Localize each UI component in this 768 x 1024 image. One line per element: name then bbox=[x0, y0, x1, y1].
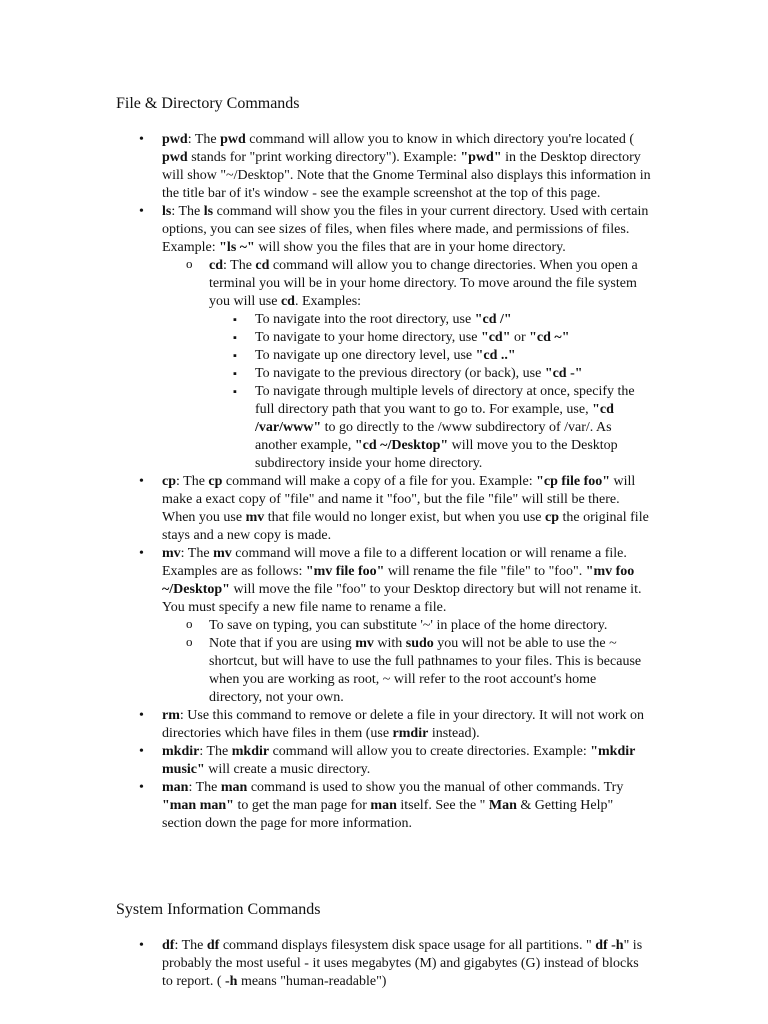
command-item bbox=[162, 937, 652, 991]
bold-text: df bbox=[162, 938, 175, 953]
text: : The bbox=[187, 132, 221, 147]
command-item bbox=[162, 203, 652, 473]
text: To navigate to the previous directory (or back), use bbox=[255, 366, 545, 381]
text: in the Desktop directory will show "~/Desktop". Note that the Gnome Terminal also displays this information in the title bar of it's window - see the example screenshot at the top of this page. bbox=[162, 150, 651, 201]
bold-text: Man bbox=[488, 798, 517, 813]
bold-text: mv bbox=[162, 546, 181, 561]
text: : The bbox=[223, 258, 256, 273]
text: : The bbox=[188, 780, 221, 795]
bold-text: mkdir bbox=[162, 744, 200, 759]
text: : The bbox=[171, 204, 204, 219]
text: : The bbox=[176, 474, 209, 489]
bold-text: df bbox=[206, 938, 220, 953]
nested-list bbox=[255, 311, 652, 473]
bold-text: cp bbox=[208, 474, 223, 489]
text: will make a exact copy of "file" and name it "foo", but the file "file" will still be there. When you use bbox=[162, 474, 636, 525]
bold-text: "mv foo ~/Desktop" bbox=[162, 564, 635, 597]
text: : The bbox=[199, 744, 232, 759]
text: command displays filesystem disk space usage for all partitions. " bbox=[219, 938, 596, 953]
bold-text: "pwd" bbox=[460, 150, 502, 165]
sub-item bbox=[209, 257, 652, 473]
sub-sub-item bbox=[255, 329, 652, 347]
bold-text: "cd" bbox=[480, 330, 511, 345]
bold-text: "cd /var/www" bbox=[255, 402, 614, 435]
text: To save on typing, you can substitute '~' in place of the home directory. bbox=[209, 618, 608, 633]
text: will move you to the Desktop subdirectory inside your home directory. bbox=[255, 438, 618, 471]
text: To navigate to your home directory, use bbox=[255, 330, 481, 345]
text: the original file stays and a new copy is made. bbox=[162, 510, 649, 543]
text: command is used to show you the manual of other commands. Try bbox=[247, 780, 624, 795]
text: : The bbox=[180, 546, 214, 561]
command-item bbox=[162, 707, 652, 743]
bold-text: mkdir bbox=[231, 744, 270, 759]
text: To navigate into the root directory, use bbox=[255, 312, 475, 327]
text: itself. See the " bbox=[396, 798, 489, 813]
bold-text: "cd ~" bbox=[529, 330, 570, 345]
sub-item bbox=[209, 617, 652, 635]
text: . Examples: bbox=[294, 294, 362, 309]
bold-text: -h bbox=[224, 974, 238, 989]
text: command will move a file to a different location or will rename a file. Examples are as follows: bbox=[162, 546, 627, 579]
text: To navigate through multiple levels of directory at once, specify the full directory path that you want to go to. For example, use, bbox=[255, 384, 635, 417]
bold-text: man bbox=[370, 798, 397, 813]
sub-sub-item bbox=[255, 347, 652, 365]
bold-text: "mv file foo" bbox=[305, 564, 385, 579]
text: means "human-readable") bbox=[237, 974, 387, 989]
command-item bbox=[162, 545, 652, 707]
command-item bbox=[162, 743, 652, 779]
text: you will not be able to use the ~ shortcut, but will have to use the full pathnames to your files. This is because when you are working as root, ~ will refer to the root account's home directory, not your own. bbox=[209, 636, 642, 705]
text: " is probably the most useful - it uses megabytes (M) and gigabytes (G) instead of blocks to report. ( bbox=[162, 938, 643, 989]
bold-text: cd bbox=[280, 294, 295, 309]
nested-list bbox=[209, 257, 652, 473]
bold-text: mv bbox=[355, 636, 374, 651]
text: to get the man page for bbox=[233, 798, 371, 813]
nested-list bbox=[209, 617, 652, 707]
bold-text: cd bbox=[255, 258, 270, 273]
bold-text: ls bbox=[162, 204, 172, 219]
text: stands for "print working directory"). Example: bbox=[187, 150, 461, 165]
text: command will allow you to change directories. When you open a terminal you will be in your home directory. To move around the file system you will use bbox=[209, 258, 638, 309]
text: will move the file "foo" to your Desktop directory but will not rename it. You must specify a new file name to rename a file. bbox=[162, 582, 642, 615]
text: with bbox=[373, 636, 406, 651]
bold-text: "ls ~" bbox=[219, 240, 255, 255]
sub-sub-item bbox=[255, 365, 652, 383]
bold-text: cd bbox=[209, 258, 223, 273]
bold-text: "cd .." bbox=[475, 348, 516, 363]
text: will show you the files that are in your home directory. bbox=[254, 240, 566, 255]
bold-text: "cp file foo" bbox=[536, 474, 611, 489]
sub-sub-item bbox=[255, 383, 652, 473]
bold-text: "mkdir music" bbox=[162, 744, 636, 777]
text: Note that if you are using bbox=[209, 636, 356, 651]
section-heading-system-information: System Information Commands bbox=[116, 901, 321, 918]
bold-text: ls bbox=[203, 204, 214, 219]
bold-text: df -h bbox=[595, 938, 624, 953]
bold-text: cp bbox=[545, 510, 559, 525]
bold-text: man bbox=[220, 780, 248, 795]
text: that file would no longer exist, but when you use bbox=[264, 510, 545, 525]
command-item bbox=[162, 131, 652, 203]
text: will create a music directory. bbox=[204, 762, 371, 777]
bold-text: rmdir bbox=[392, 726, 429, 741]
text: will rename the file "file" to "foo". bbox=[384, 564, 586, 579]
bold-text: mv bbox=[213, 546, 232, 561]
text: : The bbox=[174, 938, 207, 953]
bold-text: pwd bbox=[162, 150, 188, 165]
text: or bbox=[510, 330, 530, 345]
text: to go directly to the /www subdirectory of /var/. As another example, bbox=[255, 420, 612, 453]
sub-sub-item bbox=[255, 311, 652, 329]
text: & Getting Help" section down the page for more information. bbox=[162, 798, 614, 831]
text: command will show you the files in your current directory. Used with certain options, you can see sizes of files, when files where made, and permissions of files. Example: bbox=[162, 204, 649, 255]
bold-text: "cd -" bbox=[544, 366, 583, 381]
command-item bbox=[162, 779, 652, 833]
bold-text: cp bbox=[162, 474, 176, 489]
text: : Use this command to remove or delete a file in your directory. It will not work on directories which have files in them (use bbox=[162, 708, 644, 741]
bold-text: "cd ~/Desktop" bbox=[354, 438, 449, 453]
command-item bbox=[162, 473, 652, 545]
bold-text: mv bbox=[245, 510, 265, 525]
sub-item bbox=[209, 635, 652, 707]
text: instead). bbox=[428, 726, 480, 741]
text: To navigate up one directory level, use bbox=[255, 348, 476, 363]
bold-text: man bbox=[162, 780, 189, 795]
bold-text: sudo bbox=[405, 636, 434, 651]
bold-text: "man man" bbox=[162, 798, 234, 813]
bold-text: "cd /" bbox=[474, 312, 512, 327]
text: command will allow you to create directories. Example: bbox=[269, 744, 591, 759]
text: command will make a copy of a file for you. Example: bbox=[222, 474, 537, 489]
bold-text: rm bbox=[162, 708, 180, 723]
system-information-commands-list bbox=[162, 937, 652, 991]
bold-text: pwd bbox=[162, 132, 188, 147]
bold-text: pwd bbox=[220, 132, 246, 147]
text: command will allow you to know in which directory you're located ( bbox=[245, 132, 634, 147]
section-heading-file-directory: File & Directory Commands bbox=[116, 95, 300, 112]
file-directory-commands-list bbox=[162, 131, 652, 833]
